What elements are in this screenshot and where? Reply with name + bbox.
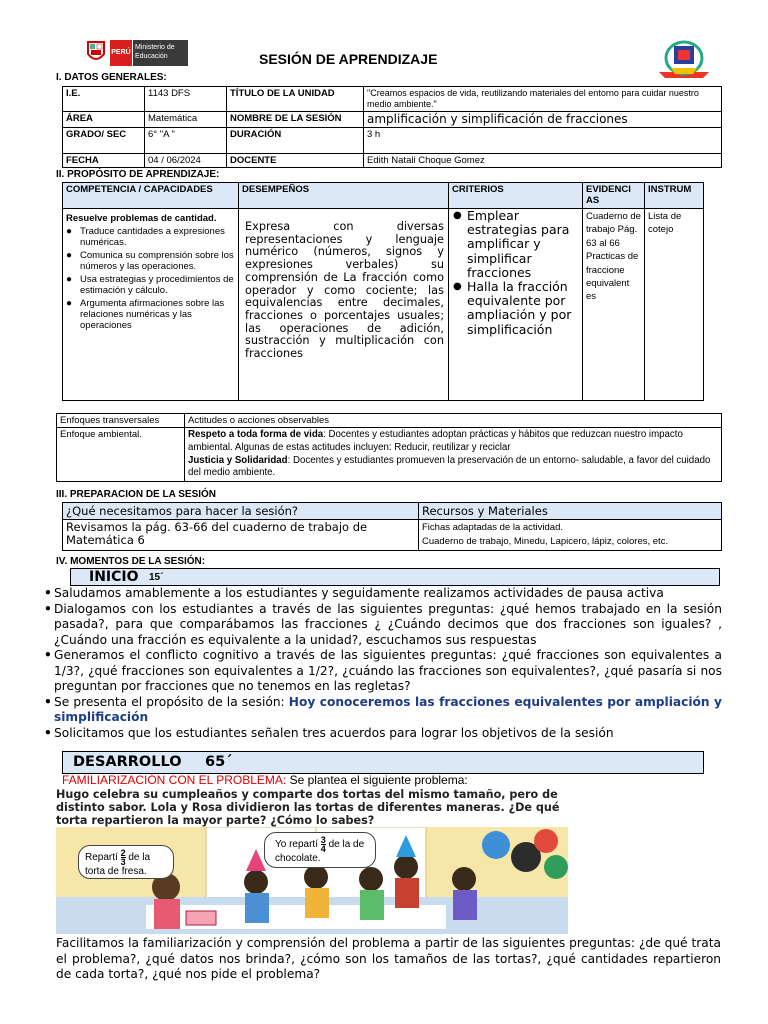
capacity-item: ● Argumenta afirmaciones sobre las relaciones numéricas y las operaciones xyxy=(66,298,235,331)
competence-title: Resuelve problemas de cantidad. xyxy=(66,213,217,224)
page-title: SESIÓN DE APRENDIZAJE xyxy=(259,51,438,67)
familiarization-line: FAMILIARIZACIÓN CON EL PROBLEMA: Se plantea el siguiente problema: xyxy=(62,773,468,787)
ie-value: 1143 DFS xyxy=(145,87,227,112)
purpose-table xyxy=(62,182,704,401)
problem-text: Hugo celebra su cumpleaños y comparte dos tortas del mismo tamaño, pero de distinto sabor. Lola y Rosa dividieron las tortas de diferentes maneras. ¿De qué torta repartieron la mayor parte? ¿Cómo lo sabes? xyxy=(56,788,560,827)
inicio-item: • Dialogamos con los estudiantes a través de las siguientes preguntas: ¿qué hemos trabajado en la sesión pasada?, para que comparábamos las fracciones ¿ ¿Cuándo decimos que dos fracciones son iguales? , ¿Cuándo una fracción es equivalente a la unidad?, escuchamos sus respuestas xyxy=(44,602,722,649)
inicio-time: 15´ xyxy=(149,572,164,583)
desarrollo-label: DESARROLLO xyxy=(73,754,182,770)
instrument-text: Lista de cotejo xyxy=(645,209,704,401)
date-value: 04 / 06/2024 xyxy=(145,154,227,168)
ie-label: I.E. xyxy=(63,87,145,112)
speech-bubble-chocolate: Yo repartí $\frac{3}{4}$ de la de chocolate. xyxy=(264,832,376,868)
header-evidence: EVIDENCI AS xyxy=(583,183,645,209)
resource-item: Cuaderno de trabajo, Minedu, Lapicero, lápiz, colores, etc. xyxy=(422,536,669,547)
inicio-label: INICIO xyxy=(89,569,139,585)
teacher-label: DOCENTE xyxy=(227,154,364,168)
duration-value: 3 h xyxy=(364,128,722,154)
capacity-item: ● Comunica su comprensión sobre los números y las operaciones. xyxy=(66,250,235,272)
agreements-item: • Solicitamos que los estudiantes señalen tres acuerdos para lograr los objetivos de la sesión xyxy=(44,726,722,742)
problem-illustration xyxy=(56,787,568,934)
school-crest-icon xyxy=(655,38,713,82)
inicio-bar xyxy=(70,568,720,586)
section-3-title: III. PREPARACION DE LA SESIÓN xyxy=(56,489,217,500)
header-performance: DESEMPEÑOS xyxy=(239,183,449,209)
header-instrument: INSTRUM xyxy=(645,183,704,209)
section-4-title: IV. MOMENTOS DE LA SESIÓN: xyxy=(56,556,206,567)
section-2-title: II. PROPÓSITO DE APRENDIZAJE: xyxy=(56,169,220,180)
purpose-item: • Se presenta el propósito de la sesión: Hoy conoceremos las fracciones equivalentes por ampliación y simplificación xyxy=(44,695,722,726)
speech-bubble-strawberry: Repartí $\frac{2}{3}$ de la torta de fresa. xyxy=(78,845,174,879)
duration-label: DURACIÓN xyxy=(227,128,364,154)
approach-item: Respeto a toda forma de vida: Docentes y estudiantes adoptan prácticas y hábitos que reduzcan nuestro impacto ambiental. Algunas de estas actitudes incluyen: Reducir, reutilizar y reciclar xyxy=(188,429,683,453)
capacity-item: ● Traduce cantidades a expresiones numéricas. xyxy=(66,226,235,248)
desarrollo-time: 65´ xyxy=(205,754,233,770)
header-criteria: CRITERIOS xyxy=(449,183,583,209)
closing-paragraph: Facilitamos la familiarización y comprensión del problema a partir de las siguientes preguntas: ¿de qué trata el problema?, ¿qué datos nos brinda?, ¿cómo son los tamaños de las tortas?, ¿qué cantidades repartieron de cada torta?, ¿qué nos pide el problema? xyxy=(56,936,721,981)
performance-text: Expresa con diversas representaciones y lenguaje numérico (números, signos y expresiones verbales) su comprensión de La fracción como operador y como cociente; las equivalencias entre decimales, fracciones o porcentajes usuales; las operaciones de adición, sustracción y multiplicación con fracciones xyxy=(239,209,449,401)
criteria-item: ● Halla la fracción equivalente por ampliación y por simplificación xyxy=(453,280,578,337)
area-value: Matemática xyxy=(145,112,227,128)
attitudes-header: Actitudes o acciones observables xyxy=(185,414,722,428)
grade-label: GRADO/ SEC xyxy=(63,128,145,154)
inicio-item: • Saludamos amablemente a los estudiantes y seguidamente realizamos actividades de pausa activa xyxy=(44,586,722,602)
resources-header: Recursos y Materiales xyxy=(419,503,722,520)
approach-header: Enfoques transversales xyxy=(57,414,185,428)
area-label: ÁREA xyxy=(63,112,145,128)
approaches-table xyxy=(56,413,722,482)
need-header: ¿Qué necesitamos para hacer la sesión? xyxy=(63,503,419,520)
preparation-table xyxy=(62,502,722,551)
criteria-item: ● Emplear estrategias para amplificar y simplificar fracciones xyxy=(453,209,578,280)
evidence-text: Cuaderno de trabajo Pág. 63 al 66 Practicas de fraccione equivalent es xyxy=(583,209,645,401)
need-text: Revisamos la pág. 63-66 del cuaderno de trabajo de Matemática 6 xyxy=(63,520,419,551)
ministry-name: Ministerio de Educación xyxy=(133,40,188,66)
desarrollo-bar xyxy=(62,751,704,774)
unit-label: TÍTULO DE LA UNIDAD xyxy=(227,87,364,112)
section-1-title: I. DATOS GENERALES: xyxy=(56,72,167,83)
capacity-item: ● Usa estrategias y procedimientos de estimación y cálculo. xyxy=(66,274,235,296)
approach-name: Enfoque ambiental. xyxy=(57,428,185,482)
peru-coat-of-arms-icon xyxy=(84,38,108,66)
teacher-value: Edith Natali Choque Gomez xyxy=(364,154,722,168)
inicio-list xyxy=(44,586,722,741)
resource-item: Fichas adaptadas de la actividad. xyxy=(422,522,564,533)
date-label: FECHA xyxy=(63,154,145,168)
unit-value: "Creamos espacios de vida, reutilizando materiales del entorno para cuidar nuestro medio ambiente." xyxy=(364,87,722,112)
peru-label: PERÚ xyxy=(110,40,132,66)
grade-value: 6° "A " xyxy=(145,128,227,154)
session-label: NOMBRE DE LA SESIÓN xyxy=(227,112,364,128)
session-value: amplificación y simplificación de fracciones xyxy=(364,112,722,128)
ministry-logo xyxy=(84,38,188,68)
general-data-table xyxy=(62,86,722,168)
approach-item: Justicia y Solidaridad: Docentes y estudiantes promueven la preservación de un entorno- saludable, a favor del cuidado del medio ambiente. xyxy=(188,454,711,479)
inicio-item: • Generamos el conflicto cognitivo a través de las siguientes preguntas: ¿qué fracciones son equivalentes a 1/3?, ¿qué fracciones son equivalentes a 1/2?, ¿cuándo las fracciones son equivalentes?, ¿qué pasaría si nos preguntan por fracciones que no tenemos en las regletas? xyxy=(44,648,722,695)
header-competence: COMPETENCIA / CAPACIDADES xyxy=(63,183,239,209)
